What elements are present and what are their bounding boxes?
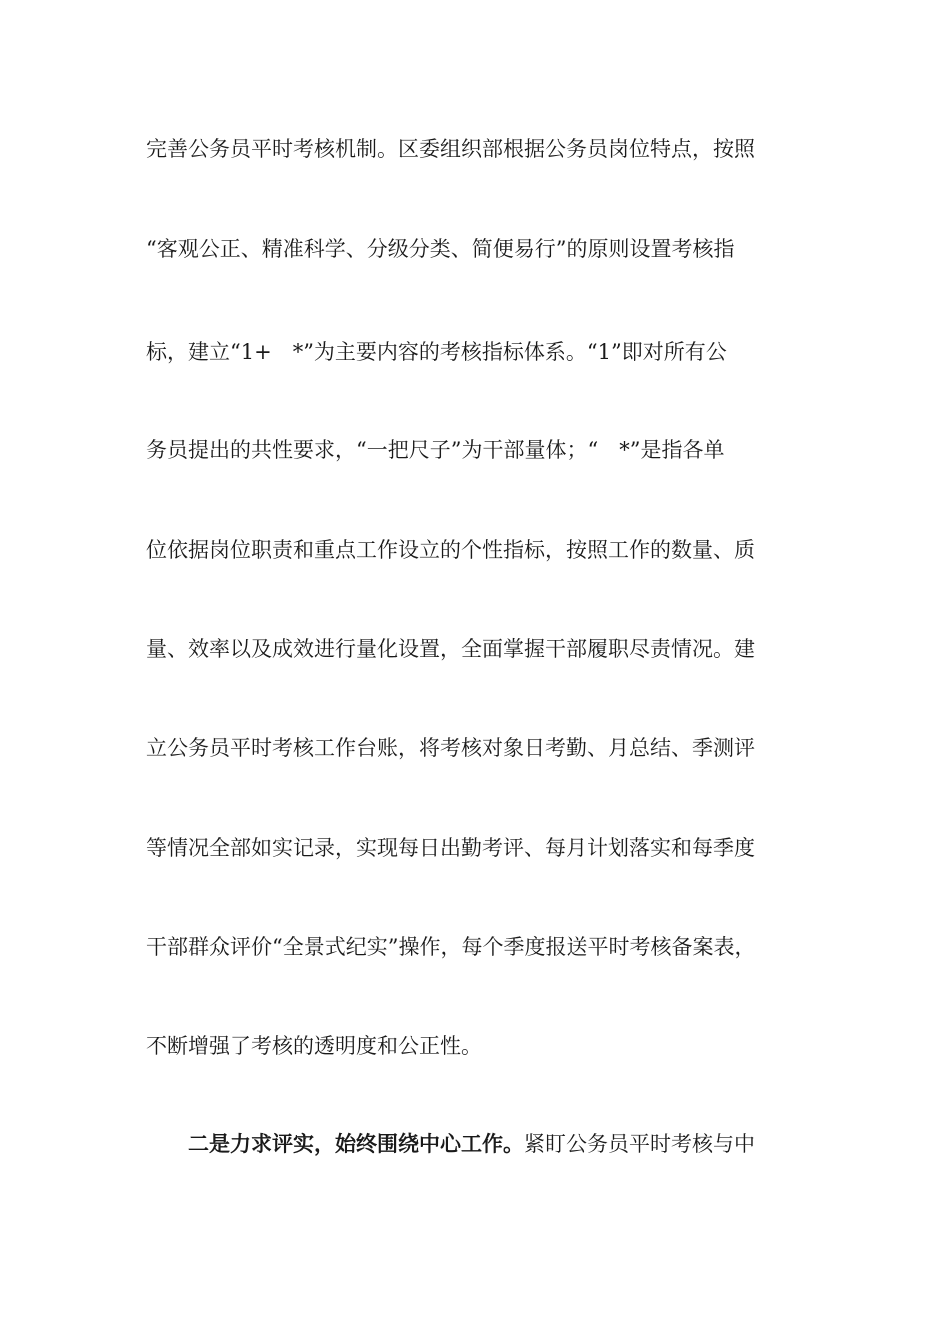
body-text-line: 务员提出的共性要求，“一把尺子”为干部量体；“ *”是指各单 — [146, 438, 725, 462]
body-text-line: 完善公务员平时考核机制。区委组织部根据公务员岗位特点，按照 — [146, 137, 755, 161]
body-text-line: 干部群众评价“全景式纪实”操作，每个季度报送平时考核备案表， — [146, 935, 756, 959]
paragraph-two-first-line — [188, 1129, 818, 1159]
body-text-line: 立公务员平时考核工作台账，将考核对象日考勤、月总结、季测评 — [146, 736, 755, 760]
body-text-line: 标，建立“1+ *”为主要内容的考核指标体系。“1”即对所有公 — [146, 340, 727, 364]
body-text-line: 不断增强了考核的透明度和公正性。 — [146, 1034, 482, 1058]
paragraph-text: 紧盯公务员平时考核与中 — [524, 1132, 755, 1156]
body-text-line: 量、效率以及成效进行量化设置，全面掌握干部履职尽责情况。建 — [146, 637, 755, 661]
body-text-line: 位依据岗位职责和重点工作设立的个性指标，按照工作的数量、质 — [146, 538, 755, 562]
body-text-line: 等情况全部如实记录，实现每日出勤考评、每月计划落实和每季度 — [146, 836, 755, 860]
body-text-line: “客观公正、精准科学、分级分类、简便易行”的原则设置考核指 — [146, 237, 735, 261]
paragraph-heading: 二是力求评实，始终围绕中心工作。 — [188, 1131, 524, 1156]
